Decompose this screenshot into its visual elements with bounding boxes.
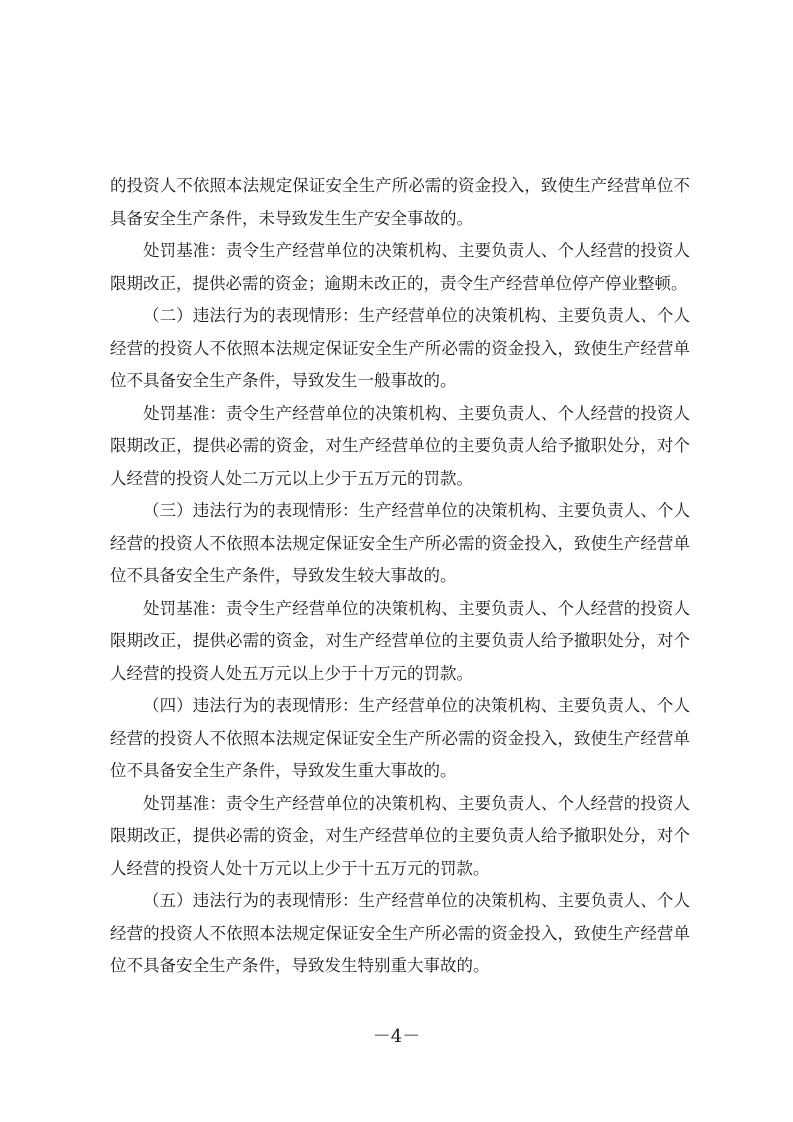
paragraph-violation-3: （三）违法行为的表现情形：生产经营单位的决策机构、主要负责人、个人经营的投资人不依照本法规定保证安全生产所必需的资金投入，致使生产经营单位不具备安全生产条件，导致发生较大事故的。 <box>110 501 690 585</box>
paragraph-penalty-standard-4: 处罚基准：责令生产经营单位的决策机构、主要负责人、个人经营的投资人限期改正，提供必需的资金，对生产经营单位的主要负责人给予撤职处分，对个人经营的投资人处十万元以上少于十五万元的罚款。 <box>110 793 690 878</box>
paragraph-continuation: 的投资人不依照本法规定保证安全生产所必需的资金投入，致使生产经营单位不具备安全生产条件，未导致发生生产安全事故的。 <box>110 176 690 228</box>
paragraph-penalty-standard-2: 处罚基准：责令生产经营单位的决策机构、主要负责人、个人经营的投资人限期改正，提供必需的资金，对生产经营单位的主要负责人给予撤职处分，对个人经营的投资人处二万元以上少于五万元的罚款。 <box>110 403 690 488</box>
page-number: －4－ <box>372 1026 421 1047</box>
paragraph-penalty-standard-1: 处罚基准：责令生产经营单位的决策机构、主要负责人、个人经营的投资人限期改正，提供必需的资金；逾期未改正的，责令生产经营单位停产停业整顿。 <box>110 241 690 293</box>
paragraph-violation-2: （二）违法行为的表现情形：生产经营单位的决策机构、主要负责人、个人经营的投资人不依照本法规定保证安全生产所必需的资金投入，致使生产经营单位不具备安全生产条件，导致发生一般事故的。 <box>110 306 690 390</box>
document-body <box>110 170 690 983</box>
paragraph-penalty-standard-3: 处罚基准：责令生产经营单位的决策机构、主要负责人、个人经营的投资人限期改正，提供必需的资金，对生产经营单位的主要负责人给予撤职处分，对个人经营的投资人处五万元以上少于十万元的罚款。 <box>110 598 690 683</box>
paragraph-violation-5: （五）违法行为的表现情形：生产经营单位的决策机构、主要负责人、个人经营的投资人不依照本法规定保证安全生产所必需的资金投入，致使生产经营单位不具备安全生产条件，导致发生特别重大事故的。 <box>110 891 690 975</box>
paragraph-violation-4: （四）违法行为的表现情形：生产经营单位的决策机构、主要负责人、个人经营的投资人不依照本法规定保证安全生产所必需的资金投入，致使生产经营单位不具备安全生产条件，导致发生重大事故的。 <box>110 696 690 780</box>
